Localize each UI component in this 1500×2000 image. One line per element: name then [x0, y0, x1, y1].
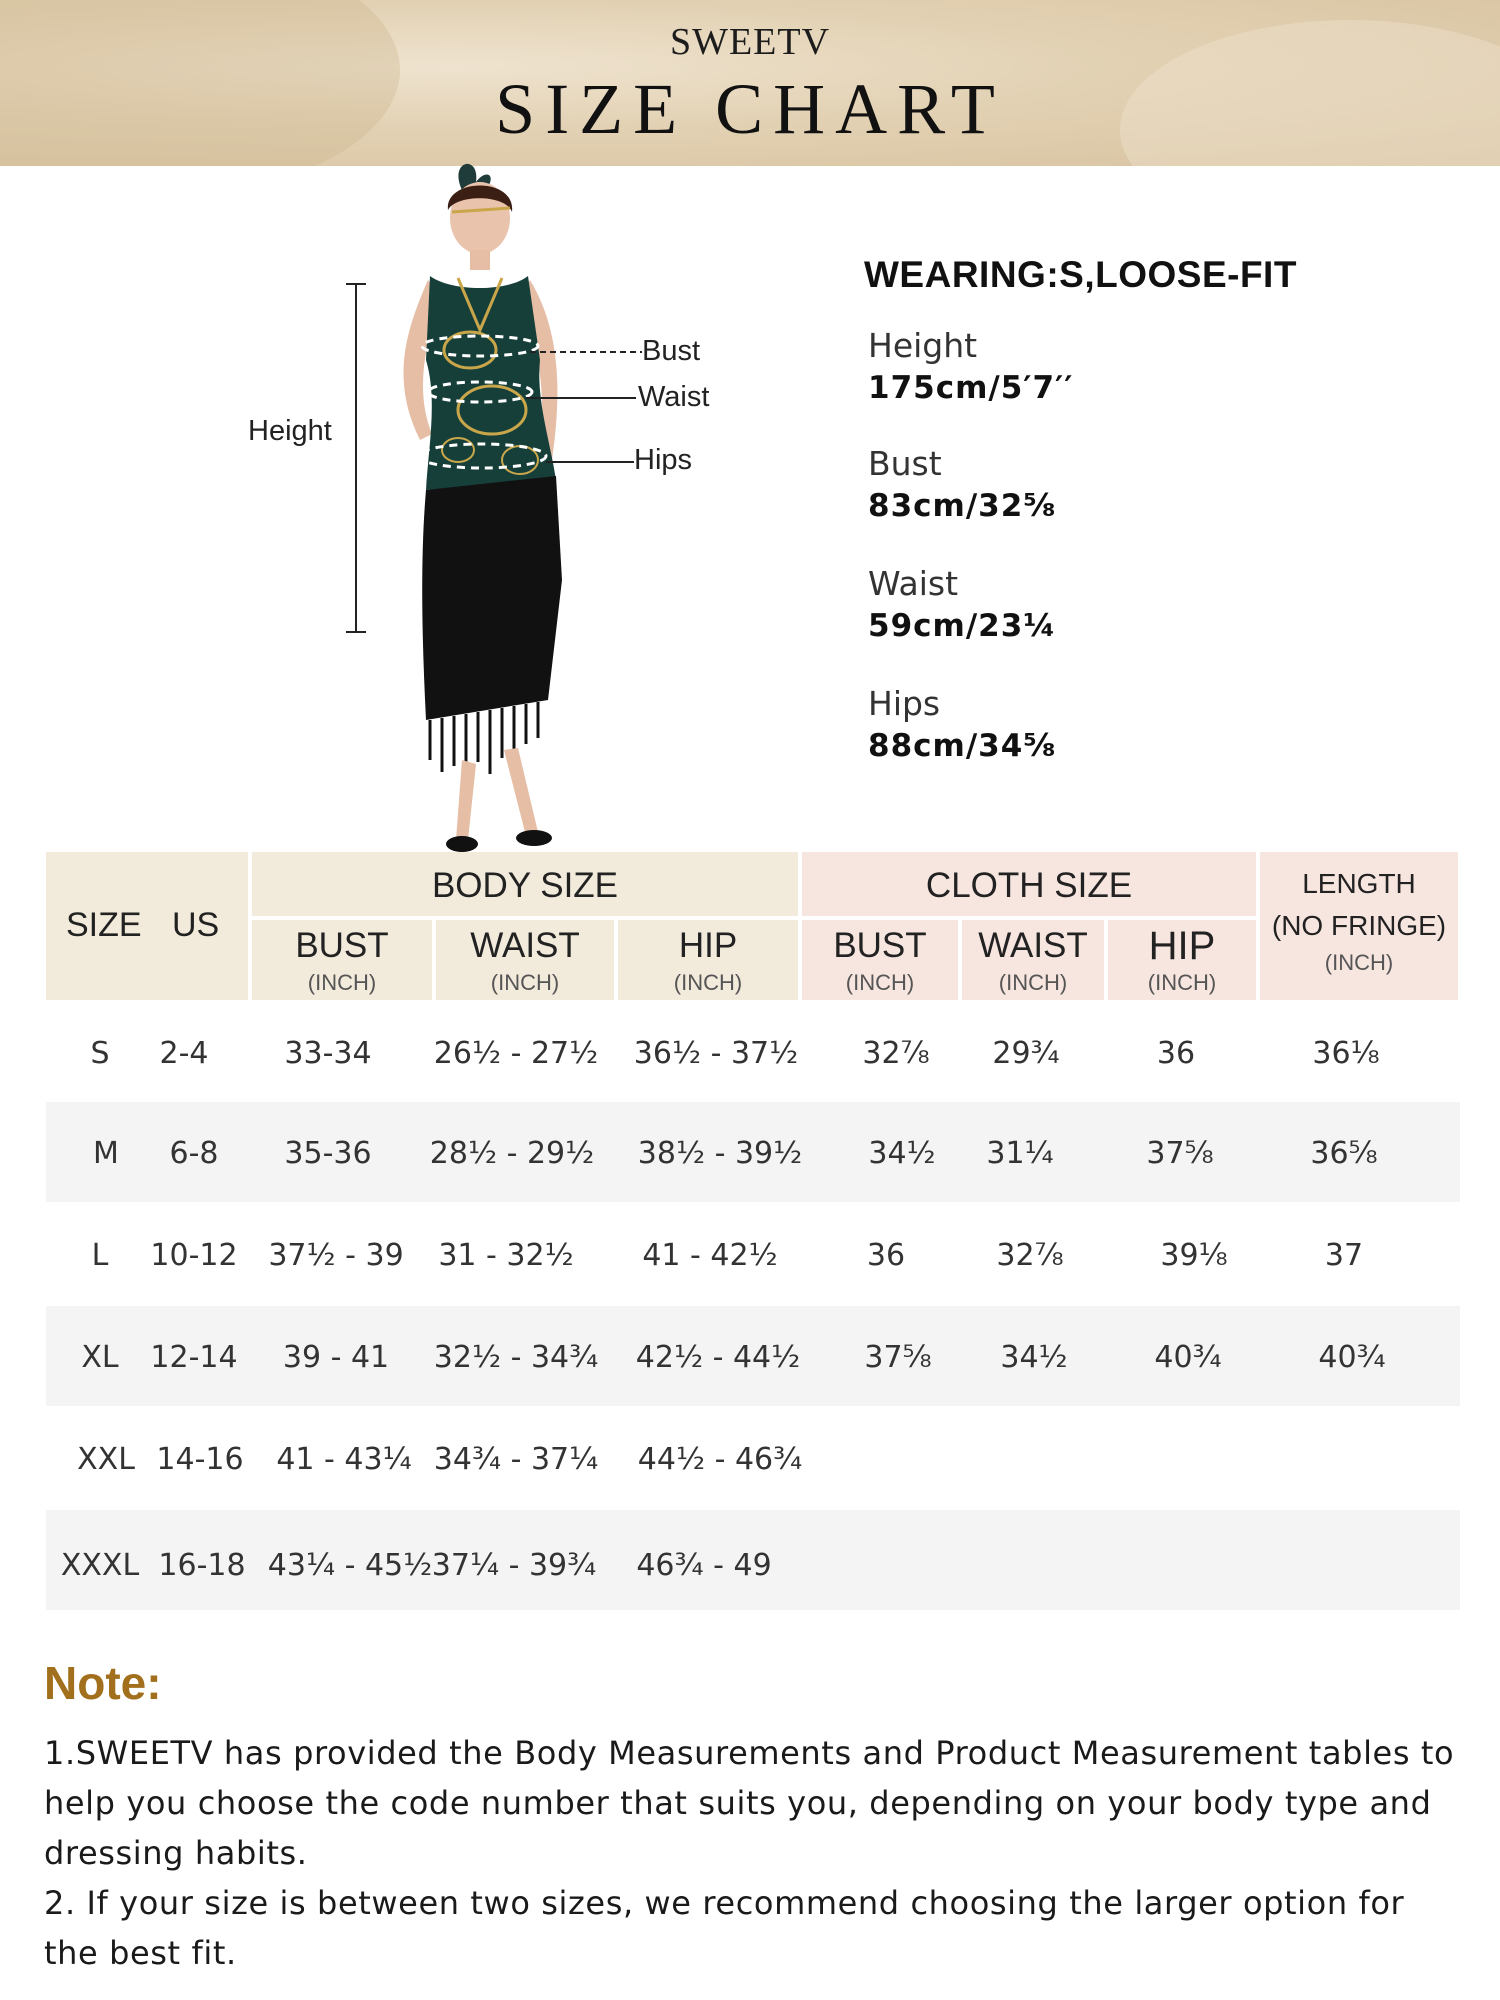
note-line-1: 1.SWEETV has provided the Body Measurements and Product Measurement tables to help you choose the code number that suits you, depending on your body type and dressing habits. — [44, 1734, 1455, 1872]
note-line-2: 2. If your size is between two sizes, we recommend choosing the larger option for the best fit. — [44, 1884, 1405, 1972]
cloth-hip-cell: 36 — [1156, 1036, 1196, 1071]
body-bust-cell: 37½ - 39 — [268, 1238, 404, 1273]
stat-bust-value: 83cm/32⅝ — [868, 488, 1057, 524]
body-size-title: BODY SIZE — [431, 866, 619, 905]
bust-label: Bust — [642, 335, 701, 367]
size-cell: S — [90, 1036, 110, 1071]
hips-label: Hips — [634, 444, 693, 476]
brand-name: SWEETV — [669, 21, 831, 63]
model-figure — [230, 160, 750, 860]
body-hip-cell: 38½ - 39½ — [637, 1136, 803, 1171]
body-bust-cell: 35-36 — [284, 1136, 372, 1171]
model-illustration — [230, 160, 750, 860]
length-title: LENGTH — [1302, 868, 1416, 899]
body-waist-cell: 37¼ - 39¾ — [431, 1548, 597, 1583]
size-cell: M — [93, 1136, 119, 1171]
length-unit: (INCH) — [1324, 950, 1394, 975]
body-waist-unit: (INCH) — [490, 970, 560, 995]
body-waist-cell: 26½ - 27½ — [433, 1036, 599, 1071]
length-cell: 40¾ — [1318, 1340, 1386, 1375]
stat-height-label: Height — [868, 326, 978, 365]
stat-hips-value: 88cm/34⅝ — [868, 728, 1057, 764]
us-cell: 14-16 — [156, 1442, 244, 1477]
body-hip-cell: 42½ - 44½ — [635, 1340, 801, 1375]
size-cell: XXXL — [60, 1548, 140, 1583]
body-waist-cell: 34¾ - 37¼ — [433, 1442, 599, 1477]
body-hip-cell: 36½ - 37½ — [633, 1036, 799, 1071]
page-title: SIZE CHART — [495, 69, 1005, 149]
body-hip-cell: 41 - 42½ — [642, 1238, 778, 1273]
cloth-waist-unit: (INCH) — [998, 970, 1068, 995]
stat-waist-value: 59cm/23¼ — [868, 608, 1057, 644]
no-fringe-title: (NO FRINGE) — [1271, 910, 1447, 941]
stat-height-value: 175cm/5′7′′ — [868, 370, 1074, 406]
stat-bust-label: Bust — [868, 444, 942, 483]
body-hip-cell: 44½ - 46¾ — [637, 1442, 803, 1477]
size-header: SIZE — [66, 906, 142, 944]
body-bust-cell: 41 - 43¼ — [276, 1442, 412, 1477]
cloth-bust-cell: 32⅞ — [862, 1036, 930, 1071]
body-bust-cell: 33-34 — [284, 1036, 372, 1071]
cloth-bust-cell: 36 — [866, 1238, 906, 1273]
body-bust-cell: 39 - 41 — [282, 1340, 390, 1375]
us-cell: 12-14 — [150, 1340, 238, 1375]
note-title: Note: — [44, 1657, 162, 1709]
cloth-hip-title: HIP — [1148, 924, 1216, 968]
body-waist-title: WAIST — [470, 926, 580, 965]
cloth-waist-cell: 34½ — [1000, 1340, 1068, 1375]
cloth-waist-cell: 32⅞ — [996, 1238, 1064, 1273]
cloth-hip-unit: (INCH) — [1147, 970, 1217, 995]
us-header: US — [172, 906, 220, 944]
body-hip-unit: (INCH) — [673, 970, 743, 995]
cloth-waist-title: WAIST — [978, 926, 1088, 965]
cloth-bust-unit: (INCH) — [845, 970, 915, 995]
stat-waist-label: Waist — [868, 564, 959, 603]
body-bust-cell: 43¼ - 45½ — [267, 1548, 433, 1583]
cloth-hip-cell: 37⅝ — [1146, 1136, 1214, 1171]
waist-label: Waist — [638, 381, 710, 413]
length-cell: 36⅛ — [1312, 1036, 1380, 1071]
body-hip-cell: 46¾ - 49 — [636, 1548, 772, 1583]
header-banner — [0, 0, 1500, 166]
body-bust-title: BUST — [295, 926, 389, 965]
height-label: Height — [248, 415, 332, 447]
us-cell: 6-8 — [169, 1136, 219, 1171]
length-cell: 37 — [1324, 1238, 1364, 1273]
cloth-waist-cell: 31¼ — [986, 1136, 1054, 1171]
size-cell: L — [91, 1238, 109, 1273]
cloth-hip-cell: 39⅛ — [1160, 1238, 1228, 1273]
body-bust-unit: (INCH) — [307, 970, 377, 995]
body-waist-cell: 28½ - 29½ — [429, 1136, 595, 1171]
cloth-bust-cell: 34½ — [868, 1136, 936, 1171]
cloth-waist-cell: 29¾ — [992, 1036, 1060, 1071]
stat-hips-label: Hips — [868, 684, 941, 723]
length-cell: 36⅝ — [1310, 1136, 1378, 1171]
size-cell: XXL — [77, 1442, 135, 1477]
cloth-hip-cell: 40¾ — [1154, 1340, 1222, 1375]
cloth-bust-title: BUST — [833, 926, 927, 965]
cloth-bust-cell: 37⅝ — [864, 1340, 932, 1375]
wearing-title: WEARING:S,LOOSE-FIT — [864, 254, 1297, 295]
body-waist-cell: 32½ - 34¾ — [433, 1340, 599, 1375]
us-cell: 2-4 — [159, 1036, 209, 1071]
body-hip-title: HIP — [678, 926, 738, 965]
body-waist-cell: 31 - 32½ — [438, 1238, 574, 1273]
us-cell: 16-18 — [158, 1548, 246, 1583]
size-cell: XL — [81, 1340, 119, 1375]
cloth-size-title: CLOTH SIZE — [925, 866, 1133, 905]
us-cell: 10-12 — [150, 1238, 238, 1273]
